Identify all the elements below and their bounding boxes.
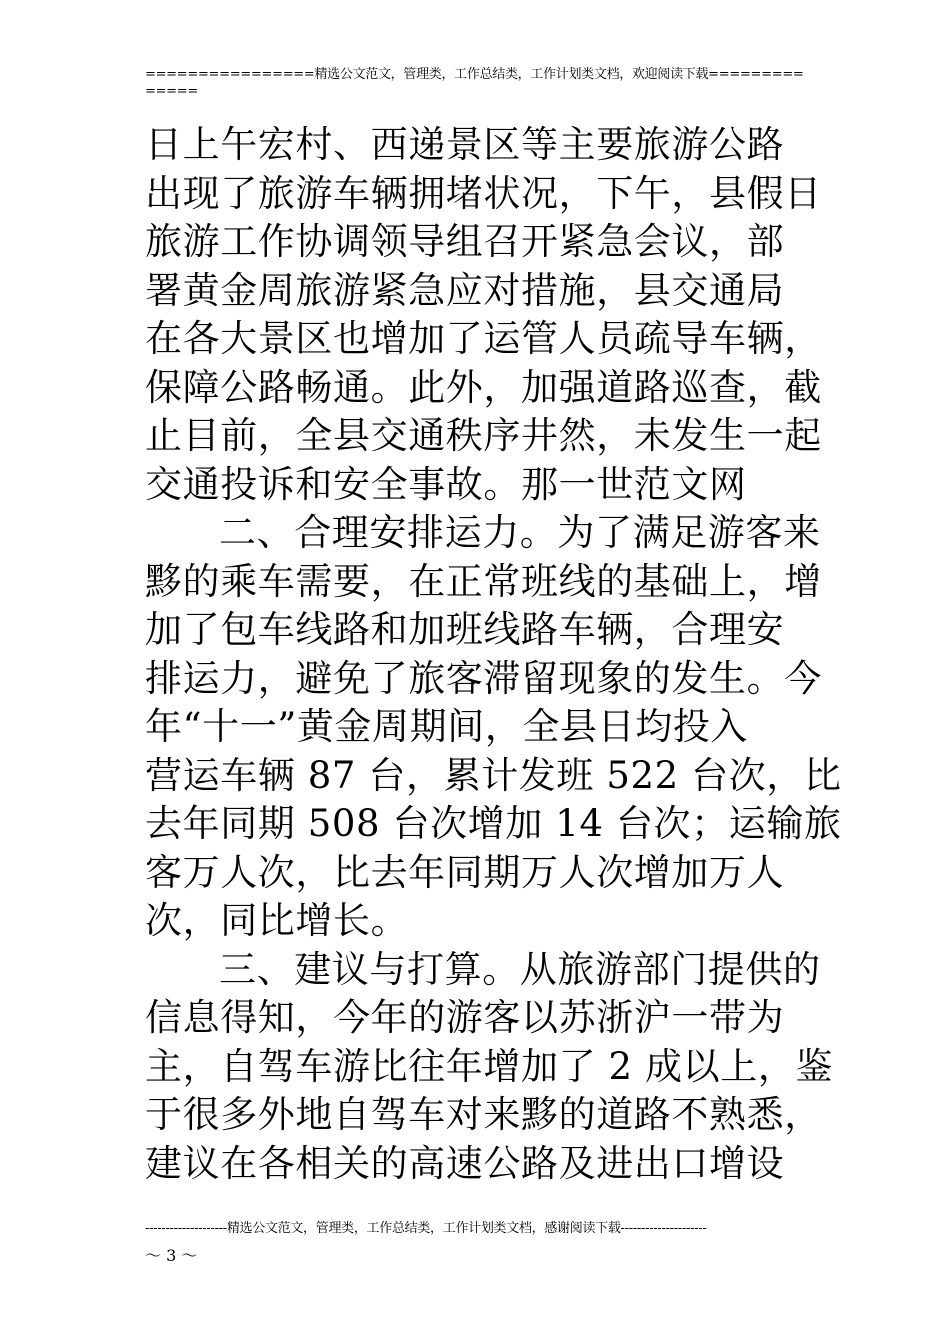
text-line: 次，同比增长。 [145,899,409,942]
section-heading-line: 三、建议与打算。从旅游部门提供的 [219,947,821,991]
page-header: ================精选公文范文，管理类，工作总结类，工作计划类文档，欢迎阅读下载============== [145,67,804,99]
text-line: 年“十一”黄金周期间，全县日均投入 [145,705,749,748]
text-line: 营运车辆 87 台，累计发班 522 台次，比 [145,753,842,797]
text-line: 交通投诉和安全事故。那一世范文网 [145,462,747,506]
text-line: 止目前，全县交通秩序井然，未发生一起 [145,414,822,457]
text-line: 保障公路畅通。此外，加强道路巡查，截 [145,365,822,409]
text-line: 于很多外地自驾车对来黟的道路不熟悉， [145,1093,822,1136]
text-line: 日上午宏村、西递景区等主要旅游公路 [145,123,785,166]
text-line: 信息得知，今年的游客以苏浙沪一带为 [145,996,785,1039]
text-line: 去年同期 508 台次增加 14 台次；运输旅 [145,802,842,845]
text-line: 主，自驾车游比往年增加了 2 成以上，鉴 [145,1044,834,1088]
document-body [145,121,842,1188]
page-footer: --------------------精选公文范文，管理类，工作总结类，工作计划类文档，感谢阅读下载--------------------- [145,1221,707,1236]
text-line: 建议在各相关的高速公路及进出口增设 [145,1141,785,1185]
text-line: 旅游工作协调领导组召开紧急会议，部 [145,220,785,263]
page-number: ～ 3 ～ [145,1246,198,1265]
section-heading-line: 二、合理安排运力。为了满足游客来 [219,511,821,554]
text-line: 排运力，避免了旅客滞留现象的发生。今 [145,656,822,700]
text-line: 在各大景区也增加了运管人员疏导车辆， [145,317,822,360]
text-line: 黟的乘车需要，在正常班线的基础上，增 [145,559,822,603]
text-line: 客万人次，比去年同期万人次增加万人 [145,850,785,894]
text-line: 出现了旅游车辆拥堵状况，下午，县假日 [145,171,822,215]
text-line: 署黄金周旅游紧急应对措施，县交通局 [145,268,785,312]
text-line: 加了包车线路和加班线路车辆，合理安 [145,608,785,651]
